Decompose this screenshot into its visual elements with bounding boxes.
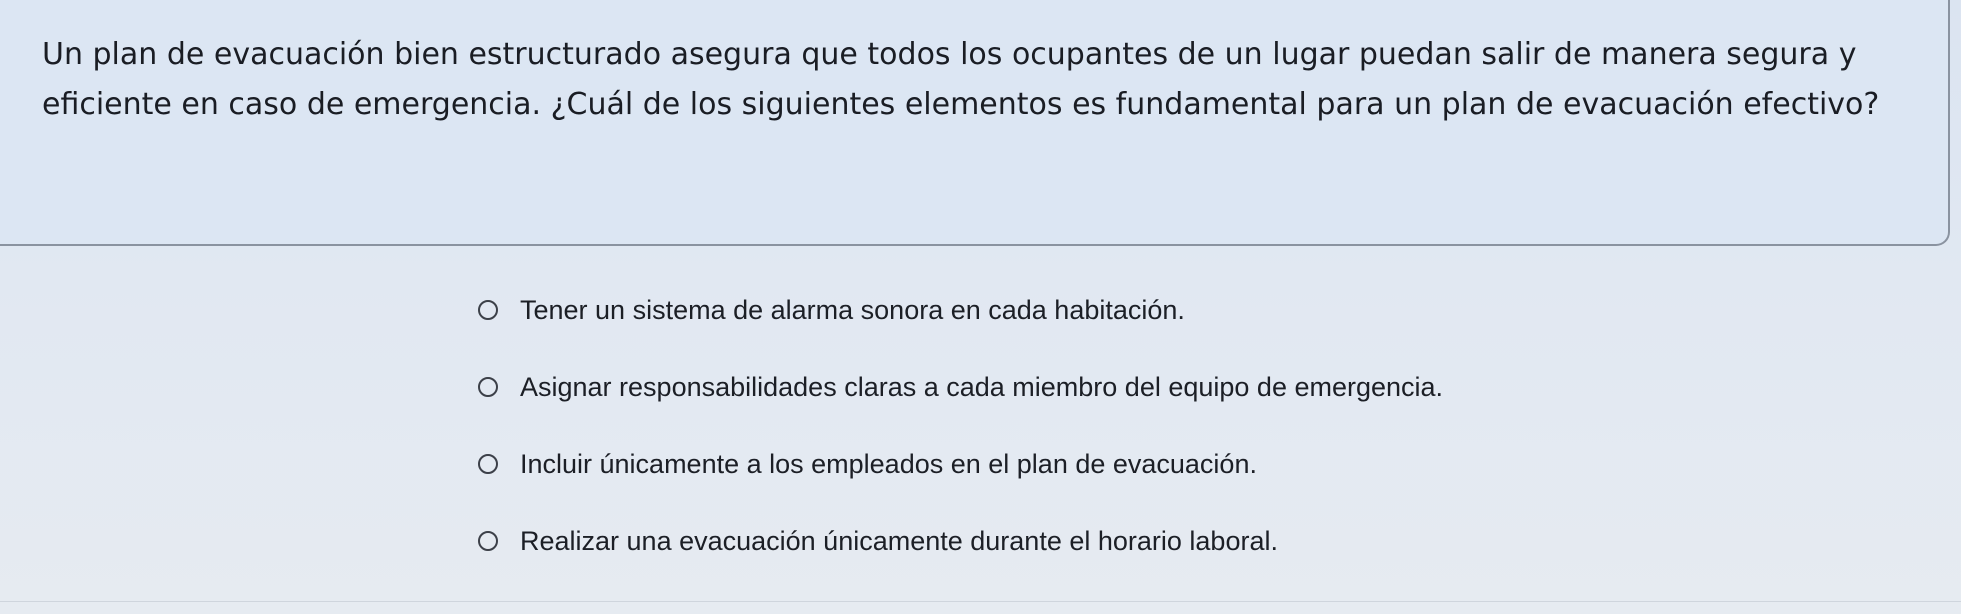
- question-text: Un plan de evacuación bien estructurado asegura que todos los ocupantes de un lugar puedan salir de manera segura y eficiente en caso de emergencia. ¿Cuál de los siguientes elementos es fundamental para un plan de evacuación efectivo?: [42, 37, 1880, 122]
- divider: [0, 601, 1961, 602]
- answer-option-4[interactable]: [478, 521, 1443, 561]
- radio-unselected-icon[interactable]: [478, 531, 498, 551]
- answer-option-1[interactable]: [478, 290, 1443, 330]
- answer-options: [478, 290, 1443, 598]
- answer-option-label: Realizar una evacuación únicamente durante el horario laboral.: [520, 525, 1278, 556]
- answer-option-3[interactable]: [478, 444, 1443, 484]
- radio-unselected-icon[interactable]: [478, 454, 498, 474]
- radio-unselected-icon[interactable]: [478, 300, 498, 320]
- radio-unselected-icon[interactable]: [478, 377, 498, 397]
- answer-option-label: Tener un sistema de alarma sonora en cada habitación.: [520, 294, 1185, 325]
- answer-option-label: Incluir únicamente a los empleados en el plan de evacuación.: [520, 448, 1257, 479]
- answer-option-label: Asignar responsabilidades claras a cada miembro del equipo de emergencia.: [520, 371, 1444, 402]
- answer-option-2[interactable]: [478, 367, 1443, 407]
- question-card: [0, 0, 1950, 246]
